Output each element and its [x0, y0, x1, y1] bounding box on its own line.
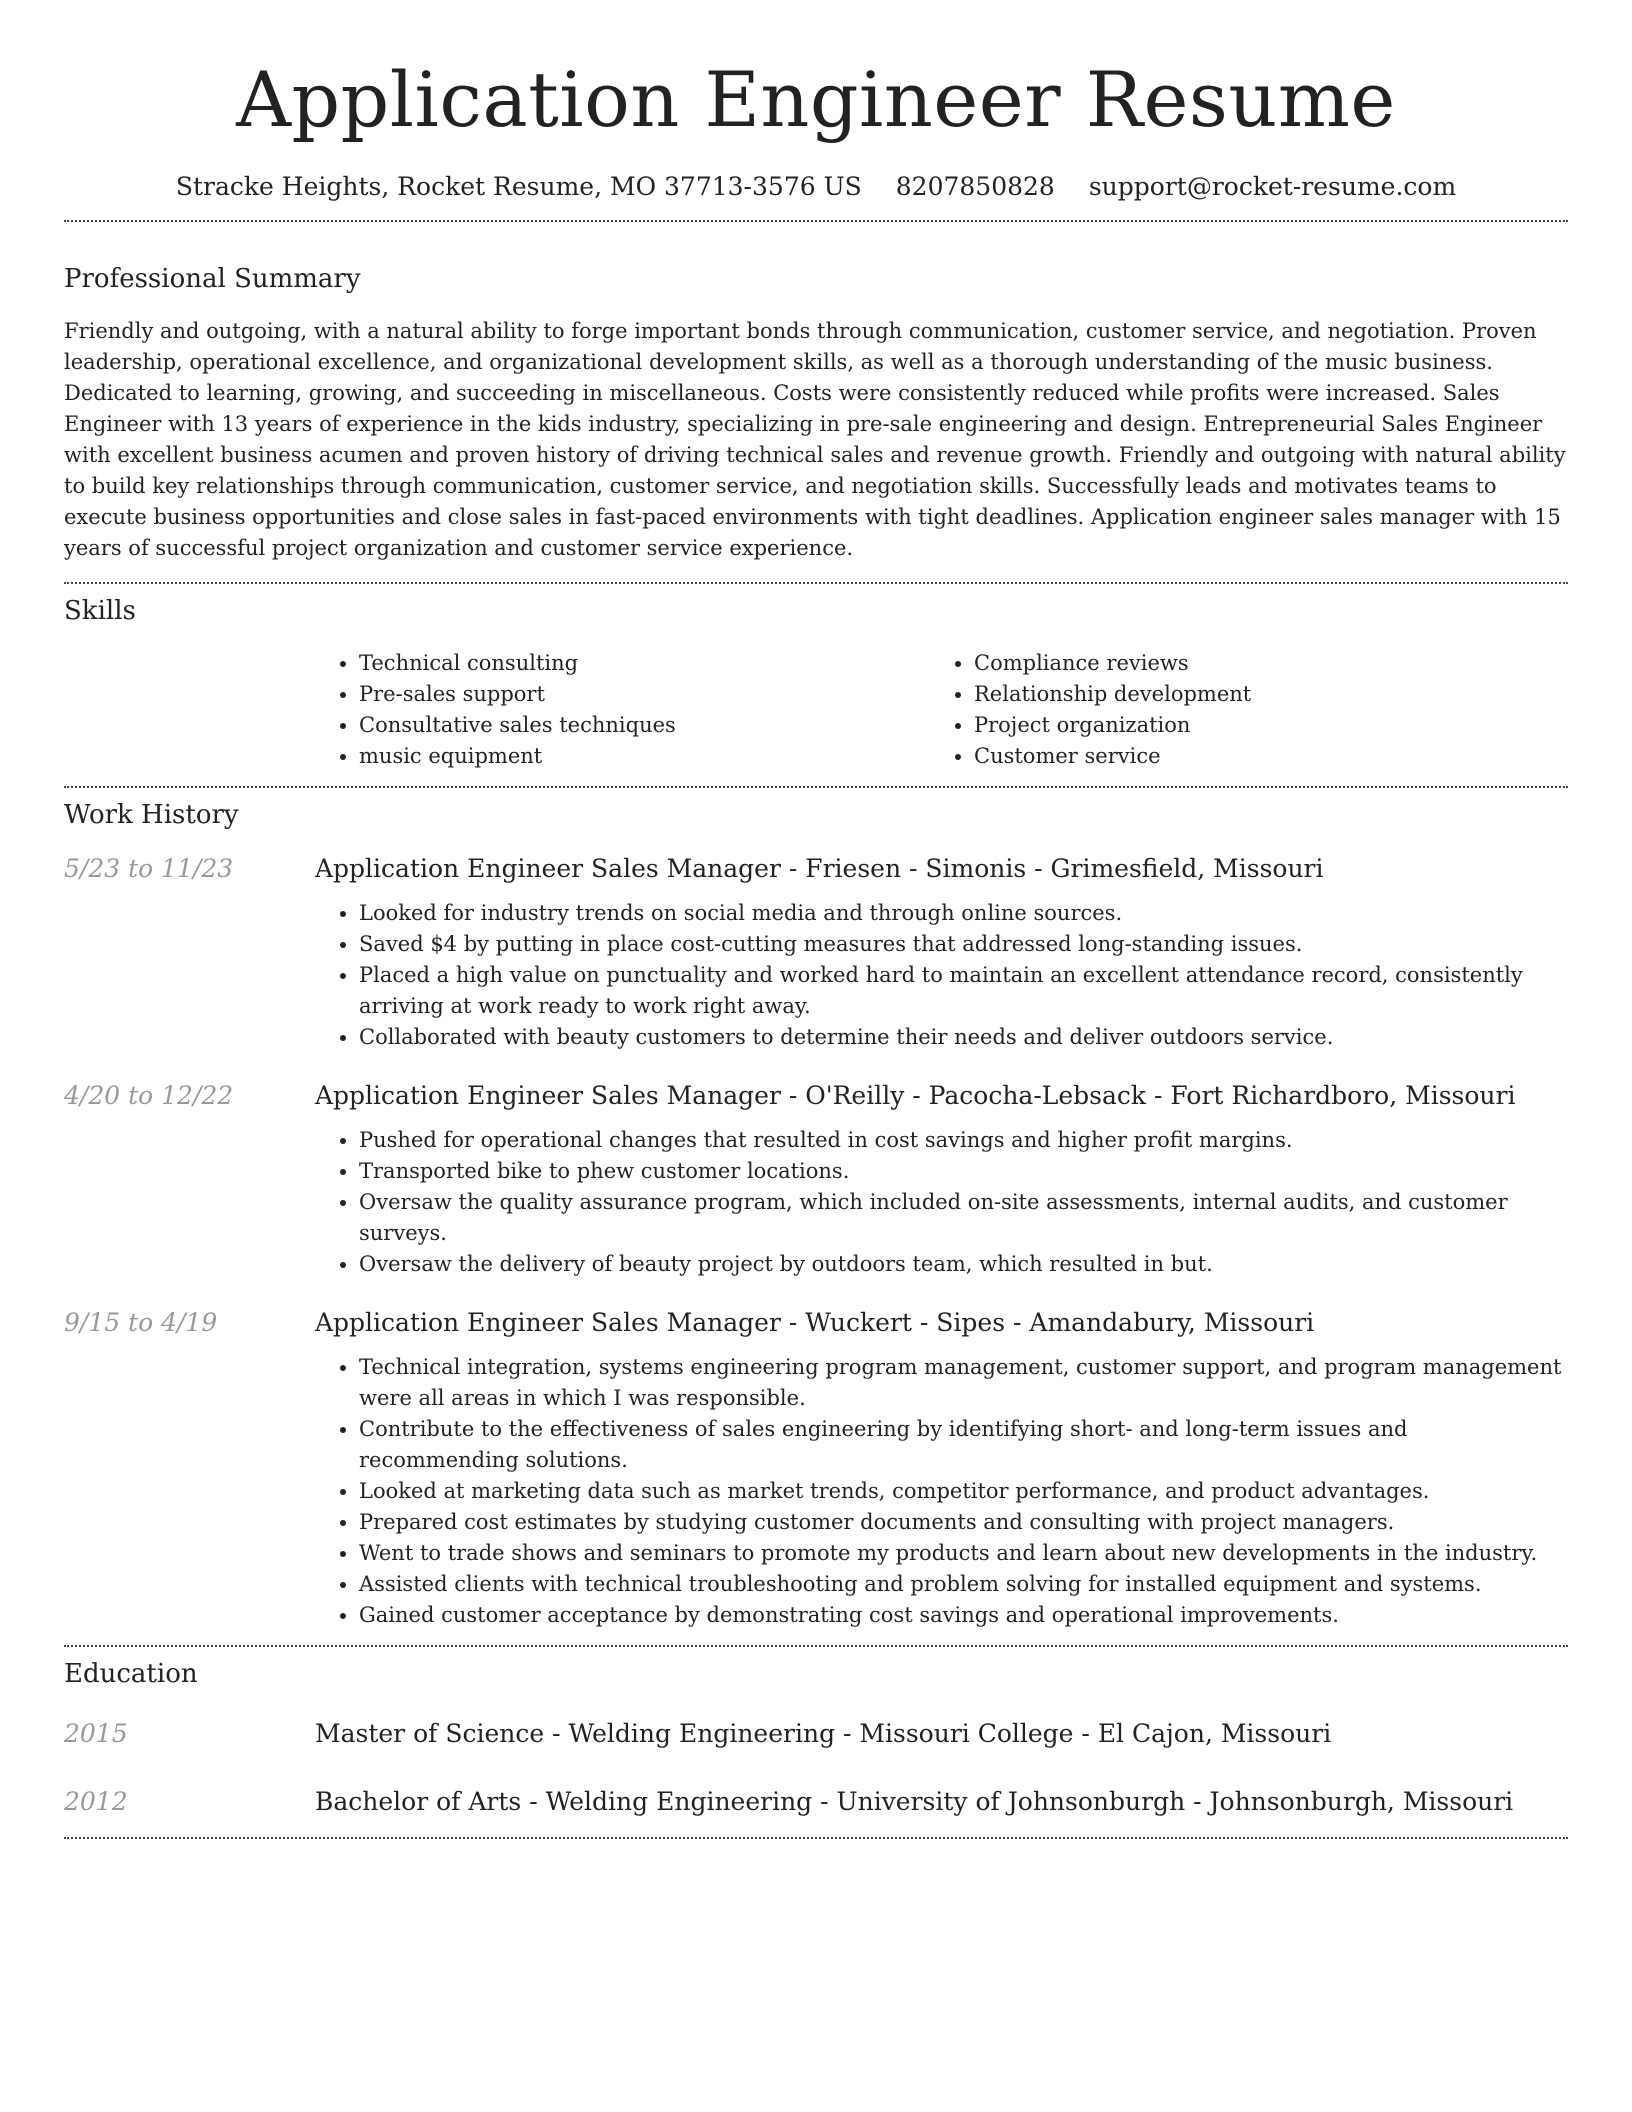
contact-phone: 8207850828	[895, 172, 1055, 201]
job-bullet: • Collaborated with beauty customers to determine their needs and deliver outdoors service.	[359, 1022, 1568, 1053]
job-title: Application Engineer Sales Manager - O'Reilly - Pacocha-Lebsack - Fort Richardboro, Missouri	[315, 1081, 1516, 1110]
section-heading-summary: Professional Summary	[64, 264, 361, 294]
skill-item: • Relationship development	[974, 679, 1568, 710]
section-heading-education: Education	[64, 1659, 198, 1689]
job-entry	[64, 1079, 1568, 1280]
skills-grid	[315, 648, 1568, 786]
section-divider	[64, 1837, 1568, 1839]
resume-title: Application Engineer Resume	[236, 55, 1396, 144]
job-bullet: • Looked at marketing data such as market trends, competitor performance, and product advantages.	[359, 1476, 1568, 1507]
job-bullet: • Oversaw the quality assurance program, which included on-site assessments, internal audits, and customer surveys.	[359, 1187, 1568, 1249]
job-body	[315, 1306, 1568, 1631]
job-bullet: • Pushed for operational changes that resulted in cost savings and higher profit margins.	[359, 1125, 1568, 1156]
education-text: Master of Science - Welding Engineering - Missouri College - El Cajon, Missouri	[315, 1719, 1332, 1748]
job-bullet: • Assisted clients with technical troubleshooting and problem solving for installed equipment and systems.	[359, 1569, 1568, 1600]
skill-item: • Customer service	[974, 741, 1568, 772]
job-entry	[64, 852, 1568, 1053]
section-heading-work: Work History	[64, 800, 239, 830]
job-title: Application Engineer Sales Manager - Friesen - Simonis - Grimesfield, Missouri	[315, 854, 1324, 883]
contact-line	[64, 170, 1568, 204]
education-entry	[64, 1785, 1568, 1837]
job-body	[315, 1079, 1568, 1280]
section-heading-skills: Skills	[64, 596, 136, 626]
skill-item: • Consultative sales techniques	[359, 710, 930, 741]
job-bullets	[315, 898, 1568, 1053]
job-bullet: • Technical integration, systems engineering program management, customer support, and program management were all areas in which I was responsible.	[359, 1352, 1568, 1414]
education-text: Bachelor of Arts - Welding Engineering - University of Johnsonburgh - Johnsonburgh, Missouri	[315, 1787, 1514, 1816]
contact-address: Stracke Heights, Rocket Resume, MO 37713-3576 US	[175, 172, 862, 201]
job-bullet: • Placed a high value on punctuality and worked hard to maintain an excellent attendance record, consistently arriving at work ready to work right away.	[359, 960, 1568, 1022]
skill-item: • Technical consulting	[359, 648, 930, 679]
job-bullet: • Contribute to the effectiveness of sales engineering by identifying short- and long-term issues and recommending solutions.	[359, 1414, 1568, 1476]
education-year: 2015	[64, 1719, 128, 1748]
skills-list-right	[930, 648, 1568, 772]
job-dates: 4/20 to 12/22	[64, 1081, 234, 1110]
skill-item: • Project organization	[974, 710, 1568, 741]
job-dates: 5/23 to 11/23	[64, 854, 234, 883]
job-bullet: • Prepared cost estimates by studying customer documents and consulting with project managers.	[359, 1507, 1568, 1538]
work-history-section	[64, 788, 1568, 1645]
contact-email: support@rocket-resume.com	[1088, 172, 1457, 201]
professional-summary-section	[64, 222, 1568, 582]
summary-text: Friendly and outgoing, with a natural ability to forge important bonds through communication, customer service, and negotiation. Proven leadership, operational excellence, and organizational development skills, as well as a thorough understanding of the music business. Dedicated to learning, growing, and succeeding in miscellaneous. Costs were consistently reduced while profits were increased. Sales Engineer with 13 years of experience in the kids industry, specializing in pre-sale engineering and design. Entrepreneurial Sales Engineer with excellent business acumen and proven history of driving technical sales and revenue growth. Friendly and outgoing with natural ability to build key relationships through communication, customer service, and negotiation skills. Successfully leads and motivates teams to execute business opportunities and close sales in fast-paced environments with tight deadlines. Application engineer sales manager with 15 years of successful project organization and customer service experience.	[64, 319, 1566, 560]
education-section	[64, 1647, 1568, 1837]
job-bullet: • Transported bike to phew customer locations.	[359, 1156, 1568, 1187]
job-bullet: • Went to trade shows and seminars to promote my products and learn about new developments in the industry.	[359, 1538, 1568, 1569]
skill-item: • Pre-sales support	[359, 679, 930, 710]
job-bullets	[315, 1352, 1568, 1631]
skill-item: • Compliance reviews	[974, 648, 1568, 679]
job-bullet: • Oversaw the delivery of beauty project by outdoors team, which resulted in but.	[359, 1249, 1568, 1280]
job-bullet: • Saved $4 by putting in place cost-cutting measures that addressed long-standing issues.	[359, 929, 1568, 960]
skills-section	[64, 584, 1568, 786]
job-title: Application Engineer Sales Manager - Wuckert - Sipes - Amandabury, Missouri	[315, 1308, 1315, 1337]
job-dates: 9/15 to 4/19	[64, 1308, 218, 1337]
job-entry	[64, 1306, 1568, 1645]
job-bullets	[315, 1125, 1568, 1280]
job-bullet: • Looked for industry trends on social media and through online sources.	[359, 898, 1568, 929]
job-body	[315, 852, 1568, 1053]
education-entry	[64, 1717, 1568, 1751]
education-year: 2012	[64, 1787, 128, 1816]
job-bullet: • Gained customer acceptance by demonstrating cost savings and operational improvements.	[359, 1600, 1568, 1631]
skills-list-left	[315, 648, 930, 772]
skill-item: • music equipment	[359, 741, 930, 772]
